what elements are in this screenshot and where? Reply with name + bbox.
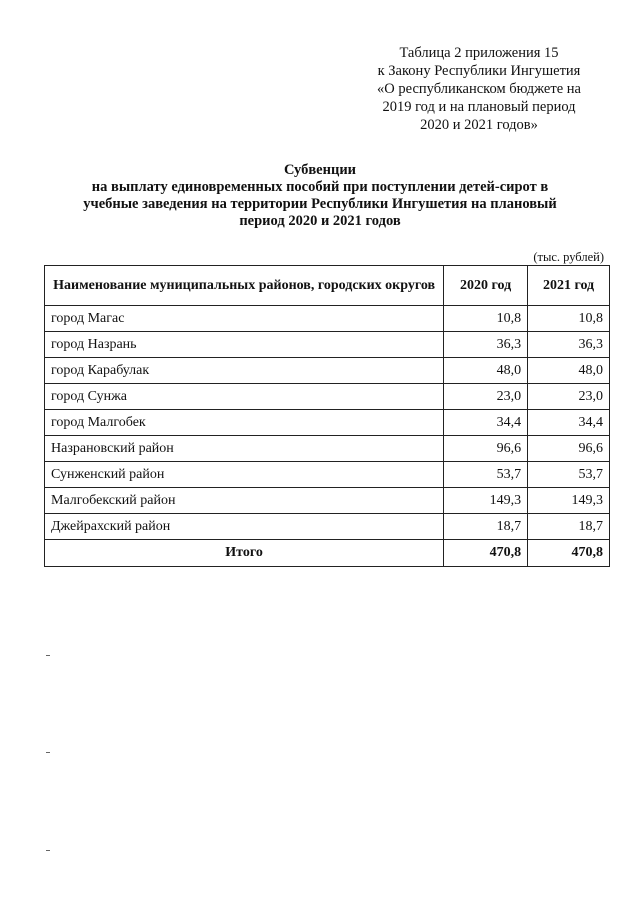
annex-line: 2019 год и на плановый период	[382, 99, 576, 115]
header-2020: 2020 год	[444, 266, 528, 306]
row-value-2020: 23,0	[444, 384, 528, 410]
annex-reference	[340, 44, 618, 134]
table-row	[45, 462, 610, 488]
total-row	[45, 540, 610, 567]
subsidy-table	[44, 265, 610, 567]
header-2021: 2021 год	[528, 266, 610, 306]
row-value-2021: 34,4	[528, 410, 610, 436]
annex-line: 2020 и 2021 годов»	[420, 117, 538, 133]
row-value-2020: 48,0	[444, 358, 528, 384]
table-header-row	[45, 266, 610, 306]
unit-label: (тыс. рублей)	[533, 250, 604, 264]
row-value-2021: 96,6	[528, 436, 610, 462]
row-value-2020: 149,3	[444, 488, 528, 514]
row-value-2021: 149,3	[528, 488, 610, 514]
title-line: учебные заведения на территории Республики Ингушетия на плановый	[83, 196, 557, 212]
annex-line: к Закону Республики Ингушетия	[377, 63, 581, 79]
scan-mark	[46, 850, 50, 851]
table-row	[45, 514, 610, 540]
table-row	[45, 306, 610, 332]
row-value-2021: 48,0	[528, 358, 610, 384]
row-value-2020: 34,4	[444, 410, 528, 436]
title-line: период 2020 и 2021 годов	[239, 213, 401, 229]
table-row	[45, 436, 610, 462]
row-value-2021: 23,0	[528, 384, 610, 410]
table-row	[45, 410, 610, 436]
title-line: на выплату единовременных пособий при поступлении детей-сирот в	[91, 179, 549, 195]
row-value-2021: 10,8	[528, 306, 610, 332]
total-label: Итого	[45, 540, 444, 567]
row-name: Сунженский район	[45, 462, 444, 488]
table-row	[45, 358, 610, 384]
total-value-2020: 470,8	[444, 540, 528, 567]
row-value-2020: 53,7	[444, 462, 528, 488]
total-value-2021: 470,8	[528, 540, 610, 567]
annex-line: Таблица 2 приложения 15	[399, 45, 559, 61]
row-value-2021: 53,7	[528, 462, 610, 488]
row-value-2021: 36,3	[528, 332, 610, 358]
table-row	[45, 332, 610, 358]
title-line: Субвенции	[283, 162, 357, 178]
row-value-2020: 10,8	[444, 306, 528, 332]
document-title	[40, 162, 600, 230]
scan-mark	[46, 655, 50, 656]
scan-mark	[46, 752, 50, 753]
row-name: город Сунжа	[45, 384, 444, 410]
row-name: Назрановский район	[45, 436, 444, 462]
row-name: город Карабулак	[45, 358, 444, 384]
row-name: город Малгобек	[45, 410, 444, 436]
row-name: Джейрахский район	[45, 514, 444, 540]
header-name: Наименование муниципальных районов, городских округов	[45, 266, 444, 306]
row-name: город Назрань	[45, 332, 444, 358]
row-value-2021: 18,7	[528, 514, 610, 540]
table-row	[45, 384, 610, 410]
table-row	[45, 488, 610, 514]
row-value-2020: 36,3	[444, 332, 528, 358]
row-name: город Магас	[45, 306, 444, 332]
row-name: Малгобекский район	[45, 488, 444, 514]
row-value-2020: 96,6	[444, 436, 528, 462]
annex-line: «О республиканском бюджете на	[377, 81, 581, 97]
row-value-2020: 18,7	[444, 514, 528, 540]
